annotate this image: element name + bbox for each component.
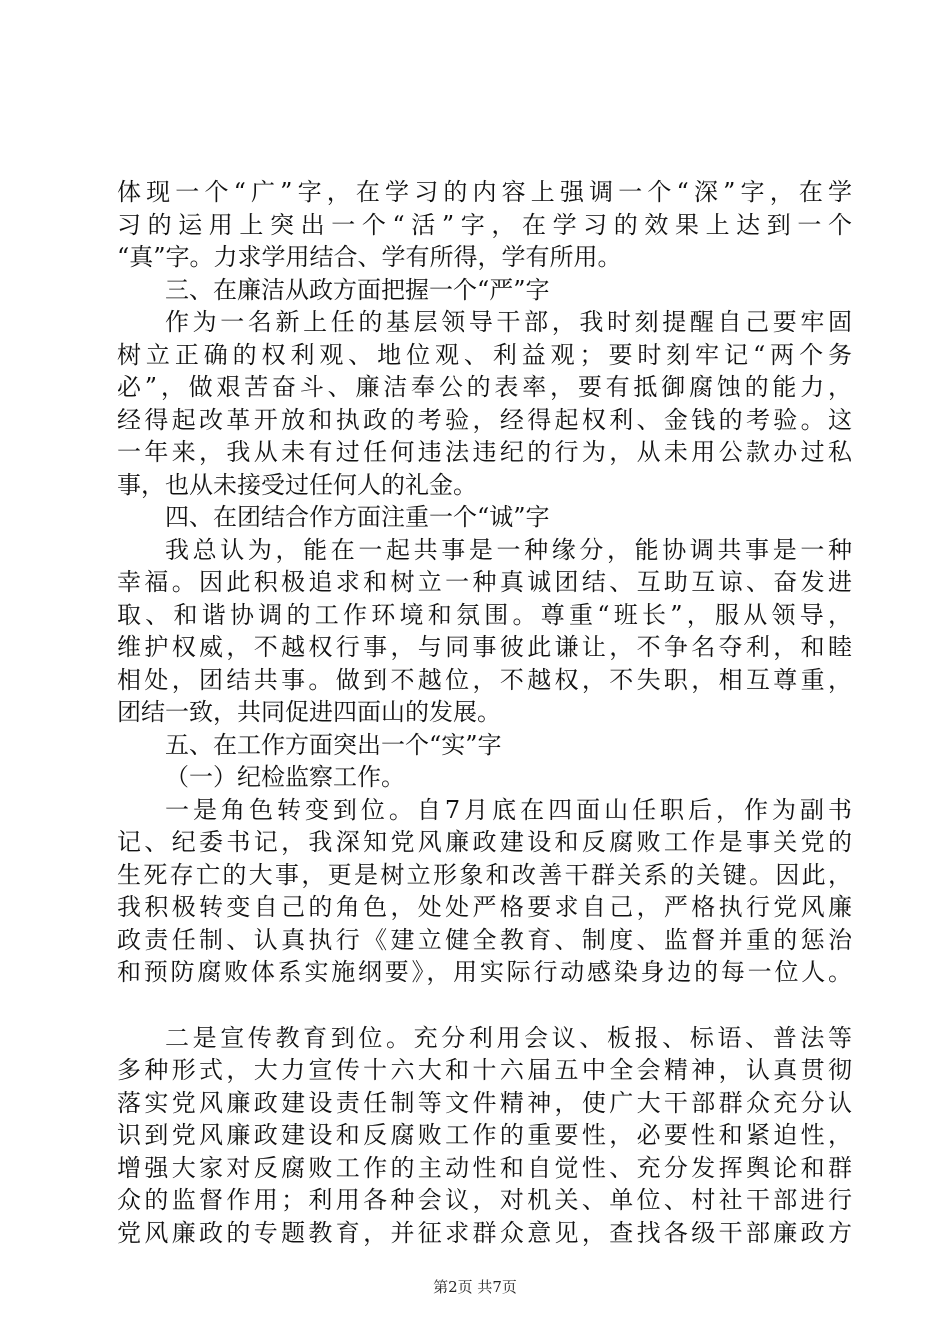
section-heading: 三、在廉洁从政方面把握一个“严”字 xyxy=(165,275,550,304)
text-line: 经得起改革开放和执政的考验，经得起权利、金钱的考验。这 xyxy=(117,405,852,434)
text-line: 幸福。因此积极追求和树立一种真诚团结、互助互谅、奋发进 xyxy=(117,568,852,596)
text-line: 习的运用上突出一个“活”字，在学习的效果上达到一个 xyxy=(117,210,852,239)
page-number-footer: 第2页 共7页 xyxy=(433,1278,517,1296)
text-line: 政责任制、认真执行《建立健全教育、制度、监督并重的惩治 xyxy=(117,925,852,954)
text-line: 和预防腐败体系实施纲要》，用实际行动感染身边的每一位人。 xyxy=(117,958,852,986)
blank-line xyxy=(117,989,852,1022)
text-line: 我总认为，能在一起共事是一种缘分，能协调共事是一种 xyxy=(165,535,852,564)
text-line: 事，也从未接受过任何人的礼金。 xyxy=(117,470,477,499)
text-line: 一是角色转变到位。自7月底在四面山任职后，作为副书 xyxy=(165,795,852,824)
text-line: 相处，团结共事。做到不越位，不越权，不失职，相互尊重， xyxy=(117,665,852,694)
text-line: 党风廉政的专题教育，并征求群众意见，查找各级干部廉政方 xyxy=(117,1218,852,1247)
text-line: 增强大家对反腐败工作的主动性和自觉性、充分发挥舆论和群 xyxy=(117,1153,852,1182)
text-line: 我积极转变自己的角色，处处严格要求自己，严格执行党风廉 xyxy=(117,893,852,921)
text-line: 众的监督作用；利用各种会议，对机关、单位、村社干部进行 xyxy=(117,1186,852,1214)
text-line: 团结一致，共同促进四面山的发展。 xyxy=(117,698,501,726)
text-line: 二是宣传教育到位。充分利用会议、板报、标语、普法等 xyxy=(165,1023,852,1052)
section-heading: 五、在工作方面突出一个“实”字 xyxy=(165,730,502,759)
text-line: 记、纪委书记，我深知党风廉政建设和反腐败工作是事关党的 xyxy=(117,828,852,856)
text-line: 识到党风廉政建设和反腐败工作的重要性，必要性和紧迫性， xyxy=(117,1121,852,1149)
section-heading: （一）纪检监察工作。 xyxy=(165,763,405,791)
text-line: 生死存亡的大事，更是树立形象和改善干群关系的关键。因此， xyxy=(117,860,852,889)
text-line: 多种形式，大力宣传十六大和十六届五中全会精神，认真贯彻 xyxy=(117,1056,852,1084)
document-body xyxy=(117,176,852,1249)
text-line: 作为一名新上任的基层领导干部，我时刻提醒自己要牢固 xyxy=(165,308,852,336)
text-line: 树立正确的权利观、地位观、利益观；要时刻牢记“两个务 xyxy=(117,340,852,369)
text-line: 维护权威，不越权行事，与同事彼此谦让，不争名夺利，和睦 xyxy=(117,633,852,661)
text-line: 体现一个“广”字，在学习的内容上强调一个“深”字，在学 xyxy=(117,178,852,206)
text-line: 取、和谐协调的工作环境和氛围。尊重“班长”，服从领导， xyxy=(117,600,852,629)
text-line: 落实党风廉政建设责任制等文件精神，使广大干部群众充分认 xyxy=(117,1088,852,1117)
text-line: 必”，做艰苦奋斗、廉洁奉公的表率，要有抵御腐蚀的能力， xyxy=(117,373,852,401)
text-line: “真”字。力求学用结合、学有所得，学有所用。 xyxy=(117,243,622,271)
text-line: 一年来，我从未有过任何违法违纪的行为，从未用公款办过私 xyxy=(117,438,852,466)
section-heading: 四、在团结合作方面注重一个“诚”字 xyxy=(165,503,550,531)
